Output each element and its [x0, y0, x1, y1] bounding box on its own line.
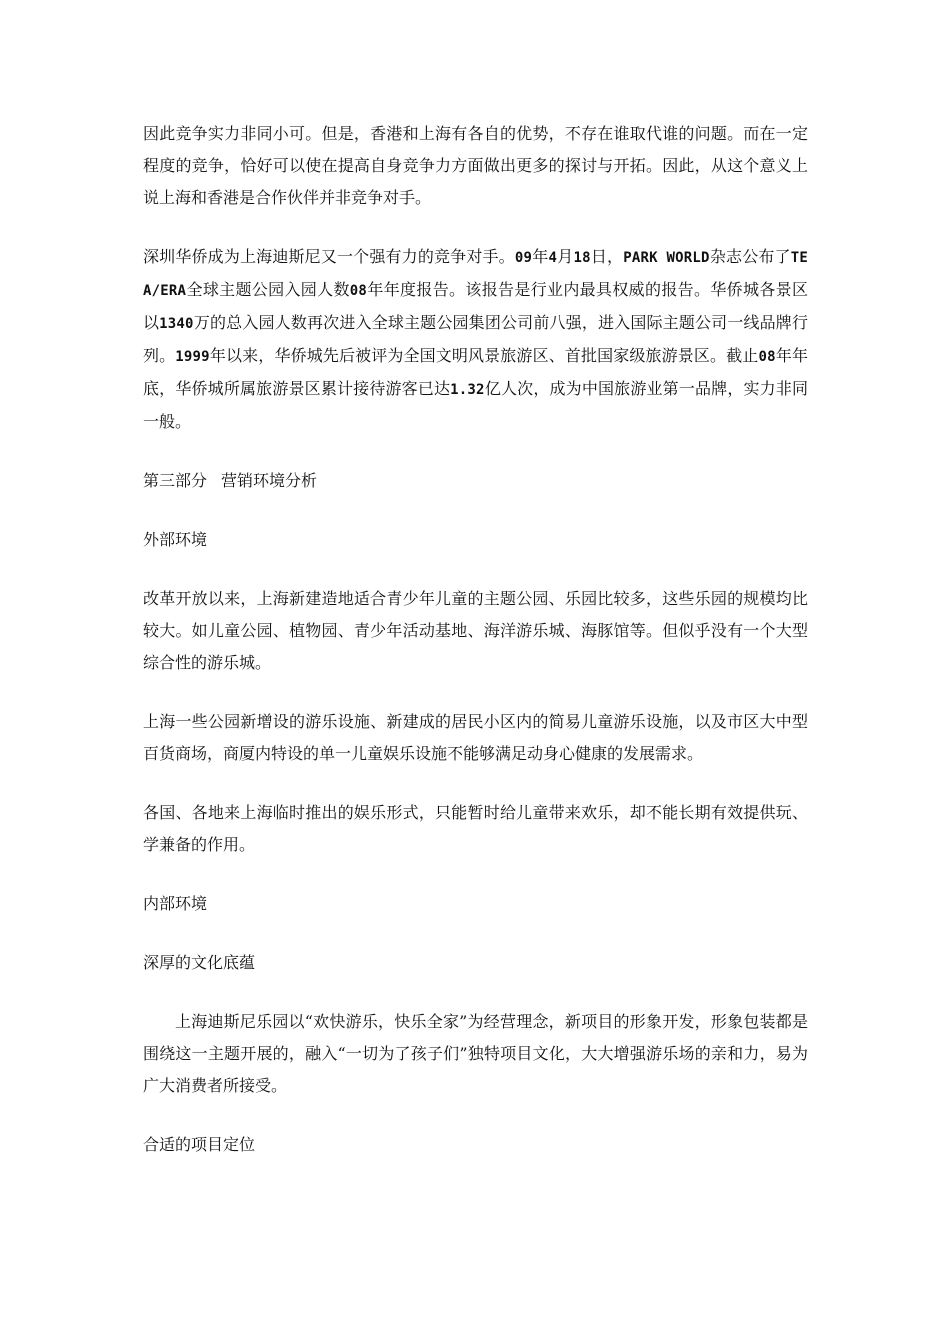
text-run: 年年度报告。该报告是行业内最具权威的报告。华侨城各景区以 [143, 280, 808, 332]
paragraph-facilities: 上海一些公园新增设的游乐设施、新建成的居民小区内的简易儿童游乐设施，以及市区大中型百货商场，商厦内特设的单一儿童娱乐设施不能够满足动身心健康的发展需求。 [143, 712, 808, 763]
magazine-name: PARK WORLD [623, 250, 710, 266]
paragraph-disney-philosophy: 上海迪斯尼乐园以“欢快游乐，快乐全家”为经营理念，新项目的形象开发，形象包装都是围绕这一主题开展的，融入“一切为了孩子们”独特项目文化，大大增强游乐场的亲和力，易为广大消费者所接受。 [143, 1012, 808, 1095]
text-run: 年 [532, 247, 549, 266]
text-run: 月 [557, 247, 574, 266]
paragraph-hk-shanghai-competition: 因此竞争实力非同小可。但是，香港和上海有各自的优势，不存在谁取代谁的问题。而在一定程度的竞争，恰好可以使在提高自身竞争力方面做出更多的探讨与开拓。因此，从这个意义上说上海和香港是合作伙伴并非竞争对手。 [143, 124, 808, 207]
paragraph-parks-overview: 改革开放以来，上海新建造地适合青少年儿童的主题公园、乐园比较多，这些乐园的规模均比较大。如儿童公园、植物园、青少年活动基地、海洋游乐城、海豚馆等。但似乎没有一个大型综合性的游乐城。 [143, 589, 808, 672]
subheading-project-positioning: 合适的项目定位 [143, 1135, 256, 1154]
number-run: 18 [573, 250, 591, 266]
section-part-label: 第三部分 [143, 471, 208, 490]
number-run: 4 [548, 250, 558, 266]
number-run: 1340 [159, 316, 194, 332]
text-run: 全球主题公园入园人数 [186, 280, 350, 299]
text-run: 亿人次，成为中国旅游业第一品牌，实力非同一般。 [143, 379, 808, 431]
number-run: 08 [758, 349, 776, 365]
subheading-culture: 深厚的文化底蕴 [143, 953, 256, 972]
section-heading-part-three [143, 465, 808, 497]
number-run: 09 [514, 250, 533, 266]
number-run: 1999 [175, 349, 210, 365]
subheading-external-environment: 外部环境 [143, 530, 208, 549]
paragraph-temporary-entertainment: 各国、各地来上海临时推出的娱乐形式，只能暂时给儿童带来欢乐，却不能长期有效提供玩、学兼备的作用。 [143, 803, 808, 854]
subheading-internal-environment: 内部环境 [143, 894, 208, 913]
text-run: 万的总入园人数再次进入全球主题公园集团公司前八强，进入国际主题公司一线品牌行列。 [143, 313, 808, 365]
number-run: 1.32 [450, 382, 485, 398]
paragraph-shenzhen-oct [143, 241, 808, 438]
section-title: 营销环境分析 [221, 471, 318, 490]
text-run: 年年底，华侨城所属旅游景区累计接待游客已达 [143, 346, 808, 398]
text-run: 年以来，华侨城先后被评为全国文明风景旅游区、首批国家级旅游景区。截止 [209, 346, 759, 365]
text-run: 杂志公布了 [709, 247, 791, 266]
document-page [143, 118, 808, 1161]
text-run: 深圳华侨成为上海迪斯尼又一个强有力的竞争对手。 [143, 247, 515, 266]
number-run: 08 [349, 283, 368, 299]
report-name: TEA/ERA [143, 250, 808, 299]
text-run: 日， [590, 247, 624, 266]
